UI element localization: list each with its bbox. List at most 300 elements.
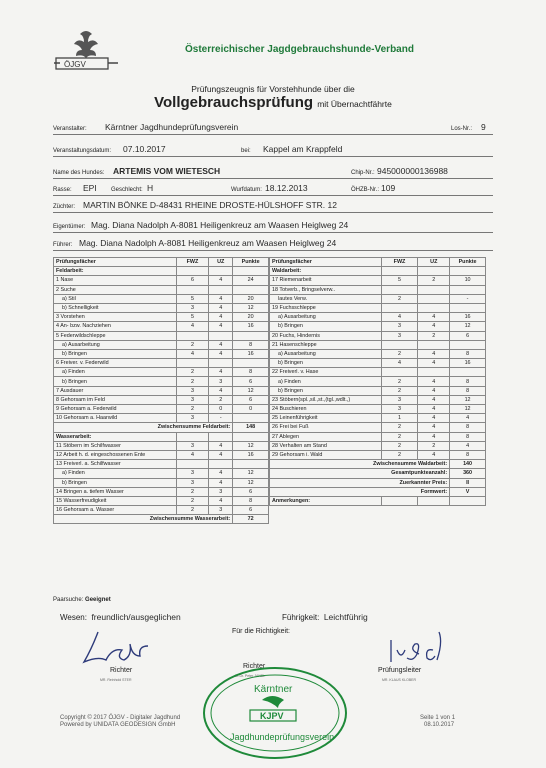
col-header-fach: Prüfungsfächer xyxy=(54,258,177,267)
cell-fwz: 3 xyxy=(176,386,209,395)
cell-punkte xyxy=(450,303,486,312)
cell-fach: b) Bringen xyxy=(270,386,382,395)
cell-fwz: 2 xyxy=(381,294,418,303)
table-row xyxy=(270,395,486,404)
cell-uz: 4 xyxy=(418,322,450,331)
oehzb-value: 109 xyxy=(381,183,396,193)
table-row xyxy=(54,515,269,524)
cell-fwz: 2 xyxy=(381,450,418,459)
cell-punkte: 16 xyxy=(450,359,486,368)
cell-fach: 18 Totverb., Bringselverw.. xyxy=(270,285,382,294)
losnr-value: 9 xyxy=(481,122,486,132)
cell-punkte: 72 xyxy=(233,515,269,524)
cell-fach: b) Bringen xyxy=(54,478,177,487)
cell-fwz: 4 xyxy=(176,349,209,358)
cell-fach: 20 Fuchs, Hindernis xyxy=(270,331,382,340)
table-row xyxy=(270,423,486,432)
cell-punkte: 16 xyxy=(233,450,269,459)
print-date: 08.10.2017 xyxy=(424,722,455,728)
pruefungsleiter-label: Prüfungsleiter xyxy=(378,667,422,674)
cell-uz: 4 xyxy=(418,349,450,358)
cell-fach: 8 Gehorsam im Feld xyxy=(54,395,177,404)
cell-fwz xyxy=(381,368,418,377)
cell-punkte: 12 xyxy=(233,303,269,312)
cell-uz: 2 xyxy=(418,331,450,340)
info-row-veranstalter: Veranstalter: Kärntner Jagdhundeprüfungsverein Los-Nr.: 9 xyxy=(53,120,493,135)
cell-punkte: - xyxy=(450,294,486,303)
cell-fach: Zwischensumme Feldarbeit: xyxy=(54,423,233,432)
col-header-uz: UZ xyxy=(209,258,233,267)
table-row xyxy=(54,487,269,496)
cell-fwz: 2 xyxy=(381,423,418,432)
cell-punkte xyxy=(233,432,269,441)
cell-punkte: 6 xyxy=(233,487,269,496)
veranstalter-value: Kärntner Jagdhundeprüfungsverein xyxy=(105,122,239,132)
cell-uz: 4 xyxy=(209,322,233,331)
table-row xyxy=(54,294,269,303)
oejgv-logo-icon xyxy=(50,28,122,78)
col-header-punkte: Punkte xyxy=(233,258,269,267)
cell-fach: b) Bringen xyxy=(54,377,177,386)
cell-fach: 25 Leinenführigkeit xyxy=(270,414,382,423)
table-row xyxy=(54,368,269,377)
cell-uz xyxy=(209,285,233,294)
cell-fach: 7 Ausdauer xyxy=(54,386,177,395)
cell-punkte: 8 xyxy=(233,368,269,377)
cell-fwz xyxy=(381,340,418,349)
cell-fach: b) Bringen xyxy=(270,359,382,368)
cell-punkte: 16 xyxy=(450,313,486,322)
svg-text:Jagdhundeprüfungsverein: Jagdhundeprüfungsverein xyxy=(230,732,335,742)
table-row xyxy=(54,432,269,441)
cell-fach: Wasserarbeit: xyxy=(54,432,177,441)
cell-punkte: 148 xyxy=(233,423,269,432)
cell-uz xyxy=(209,432,233,441)
table-row xyxy=(54,405,269,414)
table-row xyxy=(270,359,486,368)
cell-fach: 15 Wasserfreudigkeit xyxy=(54,496,177,505)
cell-uz: - xyxy=(209,414,233,423)
datum-value: 07.10.2017 xyxy=(123,144,166,154)
cell-fwz: 3 xyxy=(176,469,209,478)
cell-fwz: 3 xyxy=(176,395,209,404)
signature-pruefungsleiter xyxy=(385,628,475,668)
cell-fwz: 6 xyxy=(176,276,209,285)
table-row xyxy=(270,267,486,276)
cell-uz xyxy=(418,496,450,505)
cell-fwz: 3 xyxy=(176,414,209,423)
cell-fach: 23 Stöbern(spl.,sil.,st.,(tgl.,wdlt.,) xyxy=(270,395,382,404)
cell-punkte: 10 xyxy=(450,276,486,285)
table-row xyxy=(54,414,269,423)
cell-fwz: 3 xyxy=(176,441,209,450)
eigentuemer-value: Mag. Diana Nadolph A-8081 Heiligenkreuz am Waasen Heiglweg 24 xyxy=(91,220,349,230)
cell-fach: 6 Freiver. v. Federwild xyxy=(54,359,177,368)
cell-fwz: 2 xyxy=(381,377,418,386)
cell-fach: 17 Riemenarbeit xyxy=(270,276,382,285)
table-row xyxy=(54,322,269,331)
col-header-uz: UZ xyxy=(418,258,450,267)
table-row xyxy=(270,276,486,285)
geschlecht-value: H xyxy=(147,183,154,193)
table-row xyxy=(270,349,486,358)
cell-punkte: 140 xyxy=(450,460,486,469)
cell-punkte: 8 xyxy=(450,386,486,395)
cell-punkte: 4 xyxy=(450,441,486,450)
cell-fach: Gesamtpunkteanzahl: xyxy=(270,469,450,478)
cell-uz xyxy=(418,368,450,377)
cell-fach: Anmerkungen: xyxy=(270,496,382,505)
cell-uz: 4 xyxy=(209,276,233,285)
table-row xyxy=(54,285,269,294)
page-title: Vollgebrauchsprüfung mit Übernachtfährte xyxy=(154,94,392,111)
cell-punkte: 12 xyxy=(233,441,269,450)
col-header-fwz: FWZ xyxy=(176,258,209,267)
cell-punkte: 12 xyxy=(233,469,269,478)
col-header-fwz: FWZ xyxy=(381,258,418,267)
org-name: Österreichischer Jagdgebrauchshunde-Verband xyxy=(185,44,414,55)
info-row-eigentuemer: Eigentümer: Mag. Diana Nadolph A-8081 Heiligenkreuz am Waasen Heiglweg 24 xyxy=(53,218,493,233)
cell-fach: Waldarbeit: xyxy=(270,267,382,276)
cell-fwz: 3 xyxy=(381,395,418,404)
bei-value: Kappel am Krappfeld xyxy=(263,144,343,154)
fuehrer-value: Mag. Diana Nadolph A-8081 Heiligenkreuz am Waasen Heiglweg 24 xyxy=(79,238,337,248)
cell-fach: a) Stil xyxy=(54,294,177,303)
cell-fwz: 4 xyxy=(381,313,418,322)
powered-by: Powered by UNIDATA GEODESIGN GmbH xyxy=(60,722,176,728)
cell-fach: b) Schnelligkeit xyxy=(54,303,177,312)
fuehrigkeit: Führigkeit: Leichtführig xyxy=(282,612,368,622)
cell-punkte: 16 xyxy=(233,349,269,358)
table-row xyxy=(270,294,486,303)
signature-richter1 xyxy=(70,628,170,668)
table-row xyxy=(270,322,486,331)
table-row xyxy=(54,386,269,395)
cell-fwz: 1 xyxy=(381,414,418,423)
cell-punkte: 20 xyxy=(233,294,269,303)
table-row xyxy=(54,340,269,349)
cell-punkte: 12 xyxy=(233,478,269,487)
dog-name-value: ARTEMIS VOM WIETESCH xyxy=(113,166,221,176)
cell-fwz: 2 xyxy=(176,496,209,505)
wesen: Wesen: freundlich/ausgeglichen xyxy=(60,612,181,622)
table-row xyxy=(54,303,269,312)
table-row xyxy=(270,405,486,414)
table-right xyxy=(269,257,486,506)
cell-uz: 4 xyxy=(418,414,450,423)
cell-fach: 22 Freiverl. v. Hase xyxy=(270,368,382,377)
cell-punkte: 12 xyxy=(233,386,269,395)
table-row xyxy=(54,267,269,276)
cell-punkte xyxy=(233,460,269,469)
cell-fach: 19 Fuchsschleppe xyxy=(270,303,382,312)
cell-fach: 12 Arbeit h. d. eingeschossenen Ente xyxy=(54,450,177,459)
table-row xyxy=(54,478,269,487)
cell-fwz: 3 xyxy=(176,303,209,312)
cell-uz: 4 xyxy=(418,313,450,322)
cell-uz: 4 xyxy=(209,441,233,450)
cell-fach: Formwert: xyxy=(270,487,450,496)
cell-uz: 4 xyxy=(418,405,450,414)
chip-value: 945000000136988 xyxy=(377,166,448,176)
cell-fach: lautes Verw. xyxy=(270,294,382,303)
table-row xyxy=(54,506,269,515)
cell-fwz xyxy=(176,460,209,469)
cell-fach: a) Finden xyxy=(54,368,177,377)
cell-punkte xyxy=(450,496,486,505)
cell-uz xyxy=(418,267,450,276)
copyright: Copyright © 2017 ÖJGV - Digitaler Jagdhund xyxy=(60,715,181,721)
table-row xyxy=(54,395,269,404)
cell-fach: b) Bringen xyxy=(270,322,382,331)
cell-fwz xyxy=(176,432,209,441)
cell-fach: Zuerkannter Preis: xyxy=(270,478,450,487)
cell-punkte xyxy=(233,285,269,294)
cell-punkte: 8 xyxy=(450,423,486,432)
table-row xyxy=(54,496,269,505)
cell-fwz xyxy=(381,303,418,312)
svg-text:KJPV: KJPV xyxy=(260,711,284,721)
cell-punkte: 360 xyxy=(450,469,486,478)
cell-punkte: V xyxy=(450,487,486,496)
table-row xyxy=(270,303,486,312)
club-stamp-icon xyxy=(202,666,348,760)
cell-fwz: 2 xyxy=(176,506,209,515)
pruefungsleiter-name: MR. KLAUS KLOBER xyxy=(382,678,417,682)
cell-punkte: 8 xyxy=(450,377,486,386)
cell-uz: 4 xyxy=(209,478,233,487)
cell-uz: 4 xyxy=(418,359,450,368)
info-row-name: Name des Hundes: ARTEMIS VOM WIETESCH Chip-Nr.: 945000000136988 xyxy=(53,164,493,179)
cell-fwz: 5 xyxy=(176,294,209,303)
cell-fach: a) Ausarbeitung xyxy=(54,340,177,349)
cell-uz: 2 xyxy=(209,395,233,404)
cell-fach: a) Finden xyxy=(54,469,177,478)
table-row xyxy=(270,414,486,423)
cell-uz: 3 xyxy=(209,506,233,515)
cell-fwz xyxy=(381,285,418,294)
table-row xyxy=(54,377,269,386)
cell-punkte: 6 xyxy=(450,331,486,340)
cell-fwz: 2 xyxy=(381,349,418,358)
cell-uz: 4 xyxy=(209,496,233,505)
cell-fach: 27 Ablegen xyxy=(270,432,382,441)
richter2-name: DI Dr. Peter JANDL xyxy=(235,674,266,678)
cell-fwz xyxy=(176,285,209,294)
wurf-value: 18.12.2013 xyxy=(265,183,308,193)
table-row xyxy=(54,359,269,368)
table-row xyxy=(270,368,486,377)
table-row xyxy=(54,469,269,478)
cell-fach: 5 Federwildschleppe xyxy=(54,331,177,340)
cell-punkte xyxy=(233,267,269,276)
cell-fach: 3 Vorstehen xyxy=(54,313,177,322)
cell-punkte: 6 xyxy=(233,395,269,404)
cell-fwz: 2 xyxy=(176,340,209,349)
cell-fach: Zwischensumme Waldarbeit: xyxy=(270,460,450,469)
cell-fach: 13 Freiverl. a. Schilfwasser xyxy=(54,460,177,469)
cell-fwz xyxy=(381,267,418,276)
cell-fach: 28 Verhalten am Stand xyxy=(270,441,382,450)
cell-fwz: 2 xyxy=(381,386,418,395)
table-row xyxy=(270,441,486,450)
cell-fwz: 2 xyxy=(176,487,209,496)
paarsuche: Paarsuche: Geeignet xyxy=(53,597,111,603)
cell-punkte: 12 xyxy=(450,395,486,404)
cell-uz: 4 xyxy=(209,368,233,377)
cell-fach: 2 Suche xyxy=(54,285,177,294)
table-row xyxy=(54,423,269,432)
cell-punkte xyxy=(450,267,486,276)
table-row xyxy=(54,349,269,358)
cell-uz: 4 xyxy=(209,386,233,395)
cell-fach: 9 Gehorsam a. Federwild xyxy=(54,405,177,414)
cell-punkte xyxy=(450,285,486,294)
cell-punkte: 4 xyxy=(450,414,486,423)
table-row xyxy=(270,487,486,496)
cell-uz: 4 xyxy=(209,294,233,303)
cell-fwz: 4 xyxy=(381,359,418,368)
cell-punkte: 16 xyxy=(233,322,269,331)
cell-fwz xyxy=(176,267,209,276)
cell-fwz: 2 xyxy=(176,368,209,377)
cell-punkte xyxy=(233,414,269,423)
cell-uz: 4 xyxy=(418,377,450,386)
cell-fwz: 2 xyxy=(381,432,418,441)
cell-uz: 3 xyxy=(209,377,233,386)
cell-fwz: 4 xyxy=(176,450,209,459)
cell-uz xyxy=(418,303,450,312)
cell-punkte: 24 xyxy=(233,276,269,285)
cell-uz: 4 xyxy=(418,395,450,404)
cell-punkte: 8 xyxy=(450,450,486,459)
table-row xyxy=(270,377,486,386)
cell-fach: 11 Stöbern im Schilfwasser xyxy=(54,441,177,450)
cell-fwz: 5 xyxy=(381,276,418,285)
richter2-label: Richter xyxy=(243,663,266,670)
cell-uz: 2 xyxy=(418,441,450,450)
cell-fwz: 3 xyxy=(381,331,418,340)
cell-fach: 24 Buschieren xyxy=(270,405,382,414)
info-row-datum: Veranstaltungsdatum: 07.10.2017 bei: Kappel am Krappfeld xyxy=(53,142,493,157)
page-number: Seite 1 von 1 xyxy=(420,715,456,721)
cell-punkte: 20 xyxy=(233,313,269,322)
cell-uz: 4 xyxy=(209,313,233,322)
table-row xyxy=(54,313,269,322)
table-row xyxy=(54,276,269,285)
cell-fach: b) Bringen xyxy=(54,349,177,358)
richtigkeit: Für die Richtigkeit: xyxy=(232,628,290,635)
cell-fach: 21 Hasenschleppe xyxy=(270,340,382,349)
svg-text:Kärntner: Kärntner xyxy=(254,684,293,695)
table-row xyxy=(270,285,486,294)
col-header-punkte: Punkte xyxy=(450,258,486,267)
table-row xyxy=(270,340,486,349)
cell-uz: 4 xyxy=(418,450,450,459)
cell-fwz: 3 xyxy=(176,478,209,487)
cell-fach: 29 Gehorsam i. Wald xyxy=(270,450,382,459)
cell-fwz: 2 xyxy=(381,441,418,450)
cell-uz: 3 xyxy=(209,487,233,496)
cell-fach: 26 Frei bei Fuß xyxy=(270,423,382,432)
cell-fwz: 3 xyxy=(381,405,418,414)
cell-punkte: 8 xyxy=(450,349,486,358)
zuechter-value: MARTIN BÖNKE D-48431 RHEINE DROSTE-HÜLSHOFF STR. 12 xyxy=(83,200,337,210)
subtitle: Prüfungszeugnis für Vorstehhunde über die xyxy=(191,84,355,94)
cell-fach: a) Ausarbeitung xyxy=(270,313,382,322)
cell-uz xyxy=(418,340,450,349)
cell-fwz: 2 xyxy=(176,405,209,414)
info-row-rasse: Rasse: EPI Geschlecht: H Wurfdatum: 18.12.2013 ÖHZB-Nr.: 109 xyxy=(53,181,493,196)
info-row-zuechter: Züchter: MARTIN BÖNKE D-48431 RHEINE DROSTE-HÜLSHOFF STR. 12 xyxy=(53,198,493,213)
cell-punkte: 6 xyxy=(233,506,269,515)
cell-uz xyxy=(209,331,233,340)
cell-uz: 4 xyxy=(418,386,450,395)
cell-fwz: 3 xyxy=(381,322,418,331)
cell-fach: 4 An- bzw. Nachziehen xyxy=(54,322,177,331)
table-row xyxy=(270,386,486,395)
cell-uz: 4 xyxy=(418,423,450,432)
cell-uz: 4 xyxy=(209,469,233,478)
cell-uz xyxy=(209,460,233,469)
cell-punkte: II xyxy=(450,478,486,487)
cell-fach: 10 Gehorsam a. Haarwild xyxy=(54,414,177,423)
cell-punkte: 8 xyxy=(233,340,269,349)
table-row xyxy=(270,331,486,340)
table-row xyxy=(270,460,486,469)
cell-fwz xyxy=(381,496,418,505)
rasse-value: EPI xyxy=(83,183,97,193)
table-row xyxy=(270,450,486,459)
cell-punkte xyxy=(233,359,269,368)
cell-punkte xyxy=(233,331,269,340)
richter1-label: Richter xyxy=(110,667,133,674)
svg-text:ÖJGV: ÖJGV xyxy=(64,60,86,69)
table-row xyxy=(270,313,486,322)
cell-uz xyxy=(209,267,233,276)
cell-fwz xyxy=(176,331,209,340)
table-row xyxy=(54,331,269,340)
cell-fach: Feldarbeit: xyxy=(54,267,177,276)
cell-fach: a) Finden xyxy=(270,377,382,386)
info-row-fuehrer: Führer: Mag. Diana Nadolph A-8081 Heiligenkreuz am Waasen Heiglweg 24 xyxy=(53,236,493,251)
table-row xyxy=(270,469,486,478)
cell-fach: a) Ausarbeitung xyxy=(270,349,382,358)
cell-fwz: 5 xyxy=(176,313,209,322)
cell-punkte: 8 xyxy=(450,432,486,441)
cell-fach: 16 Gehorsam a. Wasser xyxy=(54,506,177,515)
table-row xyxy=(54,441,269,450)
table-row xyxy=(54,450,269,459)
cell-uz: 4 xyxy=(209,349,233,358)
cell-punkte: 6 xyxy=(233,377,269,386)
cell-punkte xyxy=(450,368,486,377)
cell-fwz xyxy=(176,359,209,368)
col-header-fach: Prüfungsfächer xyxy=(270,258,382,267)
cell-uz xyxy=(209,359,233,368)
cell-fach: 14 Bringen a. tiefem Wasser xyxy=(54,487,177,496)
cell-punkte: 0 xyxy=(233,405,269,414)
richter1-name: MR. Reinhold STER xyxy=(100,678,132,682)
cell-uz xyxy=(418,294,450,303)
cell-fach: 1 Nase xyxy=(54,276,177,285)
table-row xyxy=(270,478,486,487)
table-row xyxy=(270,432,486,441)
cell-uz: 0 xyxy=(209,405,233,414)
cell-uz: 2 xyxy=(418,276,450,285)
cell-uz xyxy=(418,285,450,294)
cell-punkte: 12 xyxy=(450,405,486,414)
